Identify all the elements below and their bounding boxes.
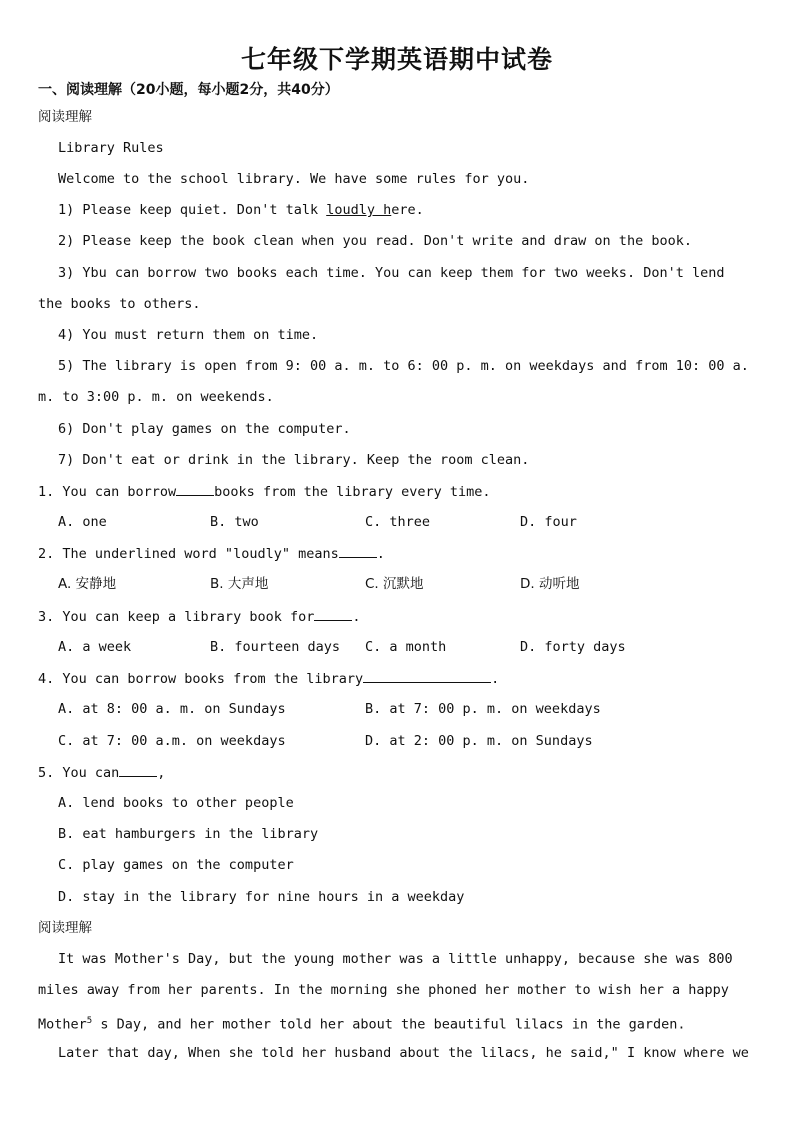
q4-option-c: C. at 7: 00 a.m. on weekdays (58, 733, 286, 749)
question-5-stem: 5. You can (38, 765, 120, 781)
section-label: 阅读理解 (38, 109, 92, 125)
question-2 (38, 544, 385, 563)
question-2-end: . (376, 546, 385, 562)
rule-5-cont: m. to 3:00 p. m. on weekends. (38, 389, 274, 405)
passage-2-line-3 (38, 1012, 686, 1034)
q5-option-a: A. lend books to other people (58, 795, 294, 811)
passage-2-line-3-end: s Day, and her mother told her about the beautiful lilacs in the garden. (92, 1016, 686, 1033)
exam-title: 七年级下学期英语期中试卷 (240, 45, 553, 74)
answer-blank (119, 763, 157, 777)
question-2-stem: 2. The underlined word "loudly" means (38, 546, 339, 562)
q2-option-b: B. 大声地 (210, 576, 269, 592)
q5-option-b: B. eat hamburgers in the library (58, 826, 319, 842)
question-3-end: . (352, 609, 361, 625)
q4-option-a: A. at 8: 00 a. m. on Sundays (58, 701, 286, 717)
passage-title: Library Rules (58, 140, 164, 156)
rule-5: 5) The library is open from 9: 00 a. m. to 6: 00 p. m. on weekdays and from 10: 00 a. (58, 358, 749, 374)
q1-option-b: B. two (210, 514, 259, 530)
passage-2-line-4: Later that day, When she told her husband about the lilacs, he said," I know where we (58, 1045, 749, 1061)
q4-option-d: D. at 2: 00 p. m. on Sundays (365, 733, 593, 749)
section-label-2: 阅读理解 (38, 920, 92, 936)
passage-2-line-1: It was Mother's Day, but the young mother was a little unhappy, because she was 800 (58, 951, 733, 967)
passage-2-line-3-start: Mother (38, 1016, 87, 1033)
section-heading: 一、阅读理解（20小题，每小题2分，共40分） (38, 82, 339, 98)
q2-option-d: D. 动听地 (520, 576, 580, 592)
superscript-mark: 5 (86, 1016, 93, 1026)
passage-2-line-2: miles away from her parents. In the morning she phoned her mother to wish her a happy (38, 982, 729, 998)
rule-1-text: 1) Please keep quiet. Don't talk (58, 202, 327, 218)
q1-option-a: A. one (58, 514, 107, 530)
q3-option-b: B. fourteen days (210, 639, 341, 655)
question-1 (38, 482, 491, 501)
rule-4: 4) You must return them on time. (58, 327, 319, 343)
q3-option-c: C. a month (365, 639, 447, 655)
passage-intro: Welcome to the school library. We have some rules for you. (58, 171, 530, 187)
q4-option-b: B. at 7: 00 p. m. on weekdays (365, 701, 601, 717)
question-5 (38, 763, 165, 782)
answer-blank (339, 544, 377, 558)
rule-2: 2) Please keep the book clean when you read. Don't write and draw on the book. (58, 233, 692, 249)
underlined-word: loudly h (326, 202, 392, 218)
rule-3-cont: the books to others. (38, 296, 201, 312)
question-3 (38, 607, 360, 626)
q1-option-c: C. three (365, 514, 431, 530)
question-5-end: , (157, 765, 166, 781)
answer-blank (176, 482, 214, 496)
answer-blank (363, 669, 491, 683)
q3-option-d: D. forty days (520, 639, 626, 655)
q1-option-d: D. four (520, 514, 577, 530)
q2-option-a: A. 安静地 (58, 576, 117, 592)
rule-6: 6) Don't play games on the computer. (58, 421, 351, 437)
q3-option-a: A. a week (58, 639, 132, 655)
question-4-end: . (491, 671, 500, 687)
q5-option-d: D. stay in the library for nine hours in a weekday (58, 889, 465, 905)
rule-3: 3) Ybu can borrow two books each time. You can keep them for two weeks. Don't lend (58, 265, 725, 281)
question-3-stem: 3. You can keep a library book for (38, 609, 315, 625)
question-1-stem: 1. You can borrow (38, 484, 177, 500)
answer-blank (314, 607, 352, 621)
question-4 (38, 669, 499, 688)
rule-1-end: ere. (391, 202, 424, 218)
rule-1 (58, 201, 424, 219)
question-1-end: books from the library every time. (214, 484, 491, 500)
question-4-stem: 4. You can borrow books from the library (38, 671, 364, 687)
q5-option-c: C. play games on the computer (58, 857, 294, 873)
rule-7: 7) Don't eat or drink in the library. Keep the room clean. (58, 452, 530, 468)
q2-option-c: C. 沉默地 (365, 576, 424, 592)
